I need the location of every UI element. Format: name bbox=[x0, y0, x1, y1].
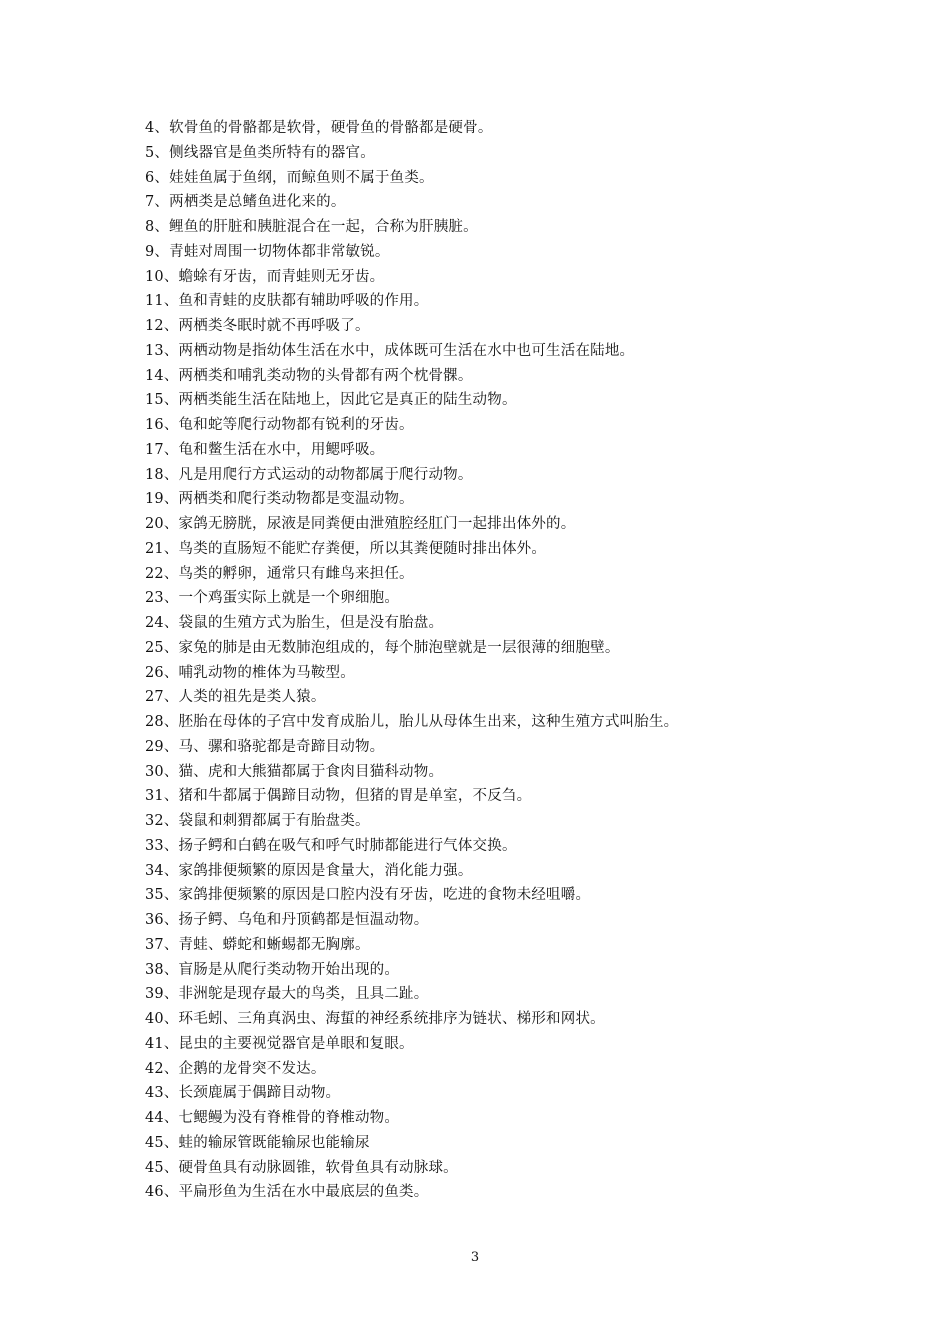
statement-item: 6、娃娃鱼属于鱼纲，而鲸鱼则不属于鱼类。 bbox=[145, 169, 434, 186]
statement-item: 16、龟和蛇等爬行动物都有锐利的牙齿。 bbox=[145, 417, 414, 433]
statement-item: 30、猫、虎和大熊猫都属于食肉目猫科动物。 bbox=[145, 763, 444, 780]
statement-item: 37、青蛙、蟒蛇和蜥蜴都无胸廓。 bbox=[145, 936, 370, 953]
statement-item: 22、鸟类的孵卵，通常只有雌鸟来担任。 bbox=[145, 565, 414, 582]
statement-item: 13、两栖动物是指幼体生活在水中，成体既可生活在水中也可生活在陆地。 bbox=[145, 342, 635, 359]
statement-item: 15、两栖类能生活在陆地上，因此它是真正的陆生动物。 bbox=[145, 392, 517, 409]
statement-item: 41、昆虫的主要视觉器官是单眼和复眼。 bbox=[145, 1035, 414, 1052]
statement-item: 10、蟾蜍有牙齿，而青蛙则无牙齿。 bbox=[145, 268, 385, 285]
statement-item: 4、软骨鱼的骨骼都是软骨，硬骨鱼的骨骼都是硬骨。 bbox=[145, 120, 493, 136]
statement-item: 24、袋鼠的生殖方式为胎生，但是没有胎盘。 bbox=[145, 615, 444, 631]
statement-item: 7、两栖类是总鳍鱼进化来的。 bbox=[145, 194, 346, 211]
statement-item: 46、平扁形鱼为生活在水中最底层的鱼类。 bbox=[145, 1184, 429, 1201]
statement-item: 8、鲤鱼的肝脏和胰脏混合在一起，合称为肝胰脏。 bbox=[145, 219, 478, 235]
statement-item: 45、蛙的输尿管既能输尿也能输尿 bbox=[145, 1134, 370, 1151]
statement-item: 45、硬骨鱼具有动脉圆锥，软骨鱼具有动脉球。 bbox=[145, 1159, 458, 1176]
statement-item: 36、扬子鳄、乌龟和丹顶鹤都是恒温动物。 bbox=[145, 912, 429, 928]
statement-item: 18、凡是用爬行方式运动的动物都属于爬行动物。 bbox=[145, 466, 473, 483]
statement-item: 27、人类的祖先是类人猿。 bbox=[145, 689, 326, 706]
statement-item: 35、家鸽排便频繁的原因是口腔内没有牙齿，吃进的食物未经咀嚼。 bbox=[145, 887, 591, 904]
statement-item: 19、两栖类和爬行类动物都是变温动物。 bbox=[145, 491, 414, 508]
statement-item: 25、家兔的肺是由无数肺泡组成的，每个肺泡壁就是一层很薄的细胞壁。 bbox=[145, 639, 620, 656]
statement-item: 20、家鸽无膀胱，尿液是同粪便由泄殖腔经肛门一起排出体外的。 bbox=[145, 516, 576, 532]
statement-item: 44、七鳃鳗为没有脊椎骨的脊椎动物。 bbox=[145, 1110, 400, 1126]
statement-item: 21、鸟类的直肠短不能贮存粪便，所以其粪便随时排出体外。 bbox=[145, 540, 547, 557]
statement-item: 40、环毛蚓、三角真涡虫、海蜇的神经系统排序为链状、梯形和网状。 bbox=[145, 1011, 605, 1027]
statement-item: 43、长颈鹿属于偶蹄目动物。 bbox=[145, 1085, 341, 1102]
statement-item: 11、鱼和青蛙的皮肤都有辅助呼吸的作用。 bbox=[145, 293, 429, 310]
statement-item: 29、马、骡和骆驼都是奇蹄目动物。 bbox=[145, 738, 385, 755]
statement-item: 39、非洲鸵是现存最大的鸟类，且具二趾。 bbox=[145, 986, 429, 1003]
statement-item: 9、青蛙对周围一切物体都非常敏锐。 bbox=[145, 243, 390, 260]
statement-item: 34、家鸽排便频繁的原因是食量大，消化能力强。 bbox=[145, 862, 473, 879]
statement-list bbox=[145, 116, 905, 1205]
statement-item: 28、胚胎在母体的子宫中发育成胎儿，胎儿从母体生出来，这种生殖方式叫胎生。 bbox=[145, 714, 679, 730]
statement-item: 17、龟和鳖生活在水中，用鳃呼吸。 bbox=[145, 441, 385, 458]
page-number: 3 bbox=[470, 1250, 480, 1265]
statement-item: 32、袋鼠和刺猬都属于有胎盘类。 bbox=[145, 813, 370, 829]
statement-item: 12、两栖类冬眠时就不再呼吸了。 bbox=[145, 318, 370, 334]
statement-item: 5、侧线器官是鱼类所特有的器官。 bbox=[145, 144, 375, 161]
statement-item: 42、企鹅的龙骨突不发达。 bbox=[145, 1060, 326, 1077]
statement-item: 33、扬子鳄和白鹤在吸气和呼气时肺都能进行气体交换。 bbox=[145, 837, 517, 854]
statement-item: 31、猪和牛都属于偶蹄目动物，但猪的胃是单室，不反刍。 bbox=[145, 788, 532, 805]
statement-item: 23、一个鸡蛋实际上就是一个卵细胞。 bbox=[145, 590, 400, 607]
statement-item: 26、哺乳动物的椎体为马鞍型。 bbox=[145, 664, 355, 681]
statement-item: 38、盲肠是从爬行类动物开始出现的。 bbox=[145, 961, 400, 978]
statement-item: 14、两栖类和哺乳类动物的头骨都有两个枕骨髁。 bbox=[145, 367, 473, 384]
